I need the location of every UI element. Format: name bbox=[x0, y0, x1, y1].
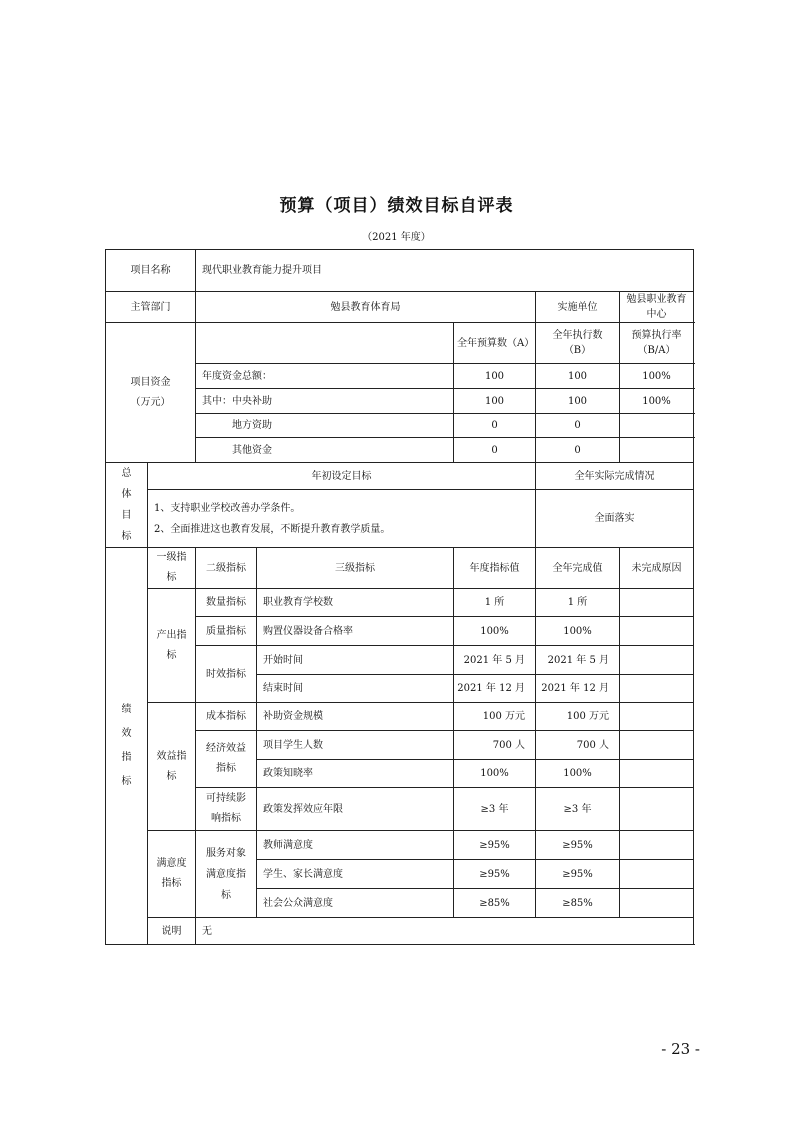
public-l3: 社会公众满意度 bbox=[257, 889, 454, 918]
dept-label: 主管部门 bbox=[106, 292, 196, 323]
satisfaction-indicator-label: 满意度 指标 bbox=[148, 831, 196, 918]
project-name-value: 现代职业教育能力提升项目 bbox=[196, 250, 694, 292]
qty-l2: 数量指标 bbox=[196, 589, 257, 617]
note-label: 说明 bbox=[148, 918, 196, 945]
time-start-target: 2021 年 5 月 bbox=[454, 646, 536, 675]
cost-done: 100 万元 bbox=[536, 703, 620, 731]
actual-value: 全面落实 bbox=[536, 490, 694, 548]
project-name-label: 项目名称 bbox=[106, 250, 196, 292]
other-funds-b: 0 bbox=[536, 438, 620, 463]
note-value: 无 bbox=[196, 918, 694, 945]
teacher-target: ≥95% bbox=[454, 831, 536, 860]
public-done: ≥85% bbox=[536, 889, 620, 918]
qty-target: 1 所 bbox=[454, 589, 536, 617]
econ-students-done: 700 人 bbox=[536, 731, 620, 760]
sustain-done: ≥3 年 bbox=[536, 788, 620, 831]
reason-header: 未完成原因 bbox=[620, 548, 694, 589]
other-funds-a: 0 bbox=[454, 438, 536, 463]
local-funds-b: 0 bbox=[536, 414, 620, 438]
central-funds-a: 100 bbox=[454, 389, 536, 414]
svc-l2: 服务对象 满意度指 标 bbox=[196, 831, 257, 918]
actual-header: 全年实际完成情况 bbox=[536, 463, 694, 490]
local-funds-a: 0 bbox=[454, 414, 536, 438]
page-number: - 23 - bbox=[661, 1040, 700, 1058]
dept-value: 勉县教育体育局 bbox=[196, 292, 536, 323]
central-funds-label: 其中：中央补助 bbox=[196, 389, 454, 414]
output-indicator-label: 产出指 标 bbox=[148, 589, 196, 703]
public-target: ≥85% bbox=[454, 889, 536, 918]
student-done: ≥95% bbox=[536, 860, 620, 889]
time-end-target: 2021 年 12 月 bbox=[454, 675, 536, 703]
level3-header: 三级指标 bbox=[257, 548, 454, 589]
impl-unit-label: 实施单位 bbox=[536, 292, 620, 323]
total-funds-b: 100 bbox=[536, 364, 620, 389]
time-start-l3: 开始时间 bbox=[257, 646, 454, 675]
student-l3: 学生、家长满意度 bbox=[257, 860, 454, 889]
time-start-done: 2021 年 5 月 bbox=[536, 646, 620, 675]
overall-goal-label: 总 体 目 标 bbox=[106, 463, 148, 548]
level1-header: 一级指 标 bbox=[148, 548, 196, 589]
sustain-l3: 政策发挥效应年限 bbox=[257, 788, 454, 831]
done-header: 全年完成值 bbox=[536, 548, 620, 589]
local-funds-label: 地方资助 bbox=[196, 414, 454, 438]
cost-target: 100 万元 bbox=[454, 703, 536, 731]
time-end-done: 2021 年 12 月 bbox=[536, 675, 620, 703]
quality-target: 100% bbox=[454, 617, 536, 646]
rate-header: 预算执行率（B/A） bbox=[620, 323, 694, 364]
total-funds-a: 100 bbox=[454, 364, 536, 389]
exec-b-header: 全年执行数 （B） bbox=[536, 323, 620, 364]
time-end-l3: 结束时间 bbox=[257, 675, 454, 703]
econ-policy-l3: 政策知晓率 bbox=[257, 760, 454, 788]
teacher-done: ≥95% bbox=[536, 831, 620, 860]
time-l2: 时效指标 bbox=[196, 646, 257, 703]
central-funds-rate: 100% bbox=[620, 389, 694, 414]
initial-goal-header: 年初设定目标 bbox=[148, 463, 536, 490]
quality-done: 100% bbox=[536, 617, 620, 646]
funds-label: 项目资金 （万元） bbox=[106, 323, 196, 463]
cost-l3: 补助资金规模 bbox=[257, 703, 454, 731]
target-header: 年度指标值 bbox=[454, 548, 536, 589]
cost-l2: 成本指标 bbox=[196, 703, 257, 731]
budget-a-header: 全年预算数（A） bbox=[454, 323, 536, 364]
perf-indicator-label: 绩 效 指 标 bbox=[106, 548, 148, 945]
qty-l3: 职业教育学校数 bbox=[257, 589, 454, 617]
benefit-indicator-label: 效益指 标 bbox=[148, 703, 196, 831]
performance-table bbox=[105, 249, 694, 945]
econ-l2: 经济效益 指标 bbox=[196, 731, 257, 788]
level2-header: 二级指标 bbox=[196, 548, 257, 589]
teacher-l3: 教师满意度 bbox=[257, 831, 454, 860]
sustain-l2: 可持续影 响指标 bbox=[196, 788, 257, 831]
quality-l3: 购置仪器设备合格率 bbox=[257, 617, 454, 646]
quality-l2: 质量指标 bbox=[196, 617, 257, 646]
goal-text: 1、支持职业学校改善办学条件。 2、全面推进这也教育发展，不断提升教育教学质量。 bbox=[148, 490, 536, 548]
total-funds-label: 年度资金总额： bbox=[196, 364, 454, 389]
student-target: ≥95% bbox=[454, 860, 536, 889]
total-funds-rate: 100% bbox=[620, 364, 694, 389]
other-funds-label: 其他资金 bbox=[196, 438, 454, 463]
econ-students-target: 700 人 bbox=[454, 731, 536, 760]
econ-students-l3: 项目学生人数 bbox=[257, 731, 454, 760]
page-title: 预算（项目）绩效目标自评表 bbox=[279, 196, 514, 216]
qty-done: 1 所 bbox=[536, 589, 620, 617]
impl-unit-value: 勉县职业教育中心 bbox=[620, 292, 694, 323]
econ-policy-done: 100% bbox=[536, 760, 620, 788]
econ-policy-target: 100% bbox=[454, 760, 536, 788]
sustain-target: ≥3 年 bbox=[454, 788, 536, 831]
central-funds-b: 100 bbox=[536, 389, 620, 414]
year-subtitle: （2021 年度） bbox=[362, 232, 431, 243]
